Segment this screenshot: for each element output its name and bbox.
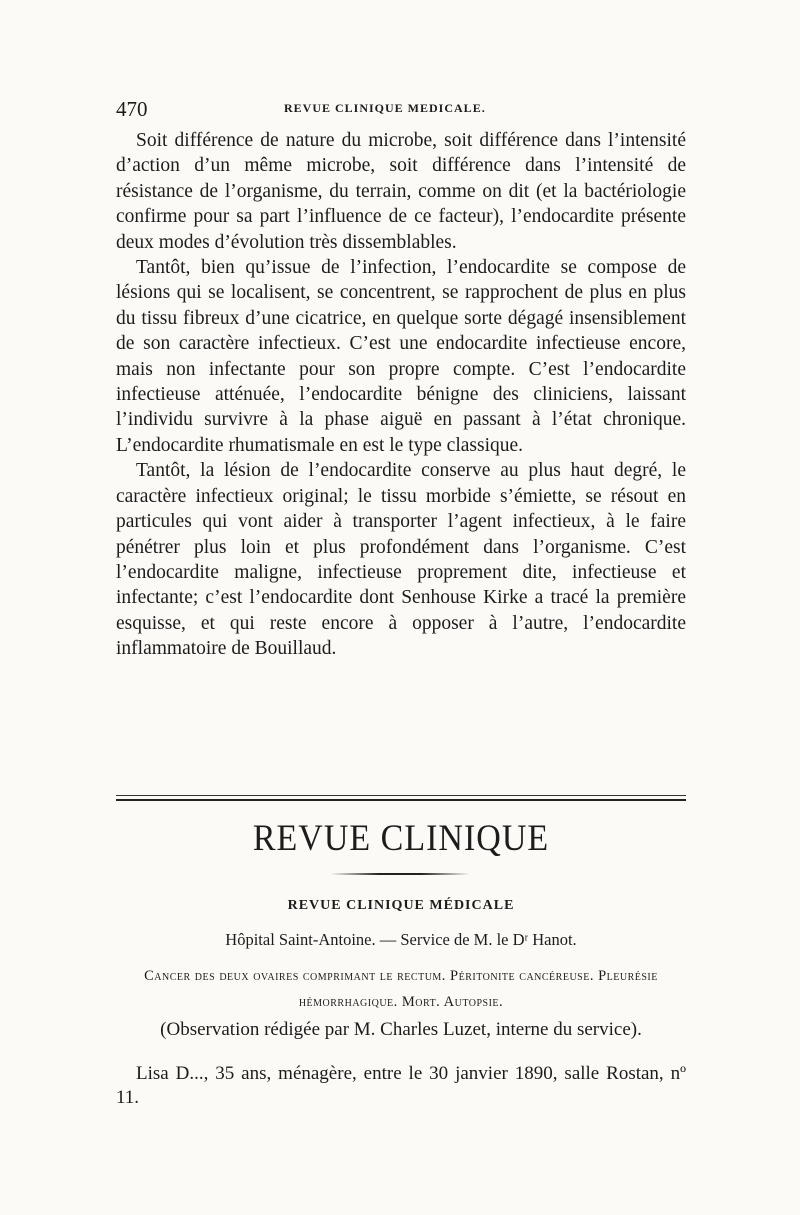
page-number: 470 [116, 97, 148, 121]
ornament-rule [330, 873, 470, 875]
hospital-service-line: Hôpital Saint-Antoine. — Service de M. le Dʳ Hanot. [225, 930, 577, 949]
paragraph-1: Soit différence de nature du microbe, soit différence dans l’intensité d’action d’un même microbe, soit différence dans l’intensité de résistance de l’organisme, du terrain, comme on dit (et la bactériologie confirme pour sa part l’influence de ce facteur), l’endocardite présente deux modes d’évolution très dissemblables. [116, 130, 686, 253]
paragraph-2: Tantôt, bien qu’issue de l’infection, l’endocardite se compose de lésions qui se localisent, se concentrent, se rapprochent de plus en plus du tissu fibreux d’une cicatrice, en quelque sorte dégagé insensiblement de son caractère infectieux. C’est une endocardite infectieuse encore, mais non infectante pour son propre compte. C’est l’endocardite infectieuse atténuée, l’endocardite bénigne des cliniciens, laissant l’individu survivre à la phase aiguë en passant à l’état chronique. L’endocardite rhumatismale en est le type classique. [116, 257, 686, 456]
divider-rule-thin [116, 795, 686, 796]
section-title: REVUE CLINIQUE [252, 818, 550, 859]
subsection-title: REVUE CLINIQUE MÉDICALE [287, 898, 515, 913]
body-text [116, 128, 686, 662]
divider-rule-thick [116, 799, 686, 801]
observation-credit: (Observation rédigée par M. Charles Luzet, interne du service). [160, 1019, 642, 1040]
paragraph-3: Tantôt, la lésion de l’endocardite conserve au plus haut degré, le caractère infectieux original; le tissu morbide s’émiette, se résout en particules qui vont aider à transporter l’agent infectieux, à le faire pénétrer plus loin et plus profondément dans l’organisme. C’est l’endocardite maligne, infectieuse proprement dite, infectieuse et infectante; c’est l’endocardite dont Senhouse Kirke a tracé la première esquisse, et qui reste encore à opposer à l’autre, l’endocardite inflammatoire de Bouillaud. [116, 460, 686, 660]
patient-intro: Lisa D..., 35 ans, ménagère, entre le 30 janvier 1890, salle Rostan, nº 11. [116, 1063, 686, 1108]
case-title: Cancer des deux ovaires comprimant le rectum. Péritonite cancéreuse. Pleurésie hémorrhagique. Mort. Autopsie. [144, 968, 658, 1010]
journal-title: REVUE CLINIQUE MEDICALE. [284, 101, 486, 115]
